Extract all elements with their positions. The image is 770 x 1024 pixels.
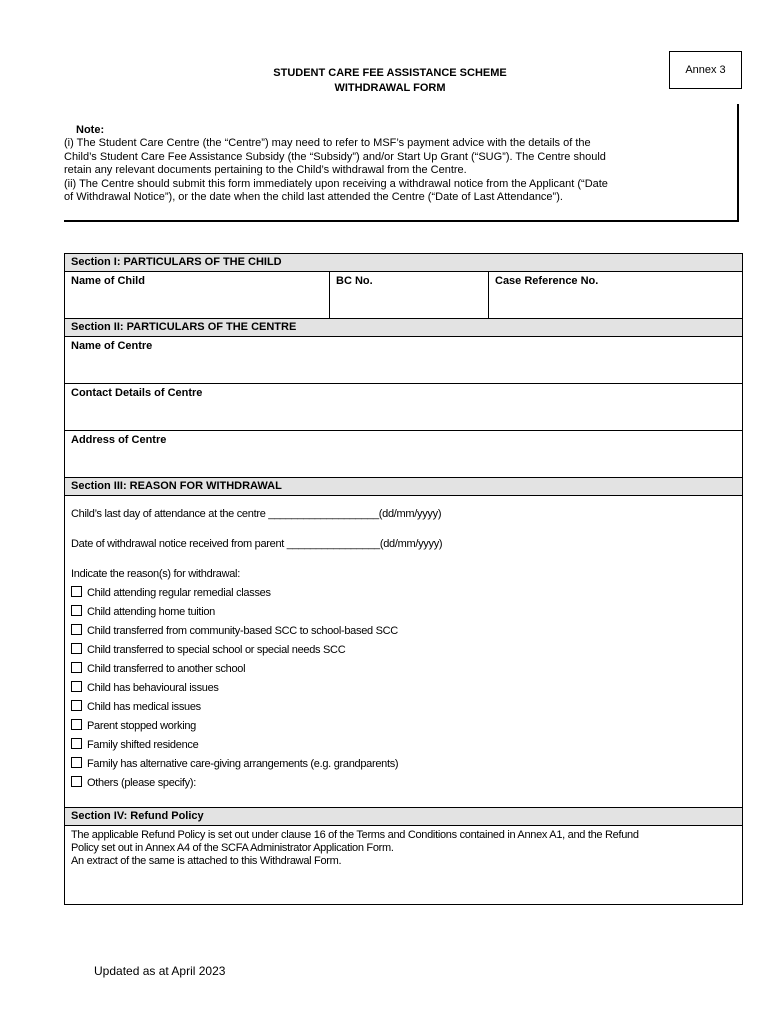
note-line: (ii) The Centre should submit this form immediately upon receiving a withdrawal notice from the Applicant (“Date	[64, 177, 608, 190]
reason-label: Family has alternative care-giving arrangements (e.g. grandparents)	[87, 758, 399, 770]
annex-label: Annex 3	[669, 51, 742, 89]
name-of-centre-field[interactable]: Name of Centre	[65, 337, 743, 384]
checkbox-icon[interactable]	[71, 738, 82, 749]
reason-label: Child transferred to another school	[87, 663, 246, 675]
refund-line-1: The applicable Refund Policy is set out under clause 16 of the Terms and Conditions contained in Annex A1, and the Refund	[71, 829, 639, 841]
refund-line-3: An extract of the same is attached to this Withdrawal Form.	[71, 855, 342, 867]
last-day-of-attendance-field[interactable]: Child’s last day of attendance at the centre ___________________(dd/mm/yyyy)	[71, 508, 442, 520]
note-line: of Withdrawal Notice”), or the date when the child last attended the Centre (“Date of Last Attendance”).	[64, 191, 563, 204]
section-3-header: Section III: REASON FOR WITHDRAWAL	[65, 478, 743, 496]
reason-for-withdrawal-block	[65, 496, 743, 808]
reason-label: Child transferred to special school or special needs SCC	[87, 644, 346, 656]
reason-label: Child has behavioural issues	[87, 682, 219, 694]
reason-option[interactable]	[71, 717, 736, 736]
refund-line-2: Policy set out in Annex A4 of the SCFA Administrator Application Form.	[71, 842, 394, 854]
reason-option[interactable]	[71, 774, 736, 793]
note-block	[64, 124, 734, 204]
section-1-header: Section I: PARTICULARS OF THE CHILD	[65, 254, 743, 272]
case-reference-field[interactable]: Case Reference No.	[489, 272, 743, 319]
reason-label: Child has medical issues	[87, 701, 201, 713]
note-border-right	[737, 104, 739, 222]
withdrawal-form-table	[64, 253, 743, 905]
bc-no-field[interactable]: BC No.	[330, 272, 489, 319]
checkbox-icon[interactable]	[71, 643, 82, 654]
checkbox-icon[interactable]	[71, 776, 82, 787]
checkbox-icon[interactable]	[71, 719, 82, 730]
note-line: (i) The Student Care Centre (the “Centre”) may need to refer to MSF’s payment advice with the details of the	[64, 137, 591, 150]
withdrawal-notice-date-field[interactable]: Date of withdrawal notice received from parent ________________(dd/mm/yyyy)	[71, 538, 443, 550]
reason-option[interactable]	[71, 622, 736, 641]
checkbox-icon[interactable]	[71, 624, 82, 635]
refund-policy-text	[65, 826, 743, 905]
name-of-child-field[interactable]: Name of Child	[65, 272, 330, 319]
reason-option[interactable]	[71, 755, 736, 774]
note-heading: Note:	[76, 124, 105, 136]
footer-updated-date: Updated as at April 2023	[94, 964, 226, 978]
note-line: Child’s Student Care Fee Assistance Subsidy (the “Subsidy”) and/or Start Up Grant (“SUG”). The Centre should	[64, 150, 606, 163]
reason-label: Child transferred from community-based SCC to school-based SCC	[87, 625, 398, 637]
contact-details-field[interactable]: Contact Details of Centre	[65, 384, 743, 431]
checkbox-icon[interactable]	[71, 700, 82, 711]
checkbox-icon[interactable]	[71, 605, 82, 616]
indicate-reasons-label: Indicate the reason(s) for withdrawal:	[71, 568, 240, 580]
reason-option[interactable]	[71, 698, 736, 717]
reason-label: Child attending home tuition	[87, 606, 215, 618]
reason-label: Family shifted residence	[87, 739, 199, 751]
section-2-header: Section II: PARTICULARS OF THE CENTRE	[65, 319, 743, 337]
reason-option[interactable]	[71, 736, 736, 755]
checkbox-icon[interactable]	[71, 681, 82, 692]
reason-label: Others (please specify):	[87, 777, 196, 789]
form-title	[0, 66, 770, 96]
checkbox-icon[interactable]	[71, 757, 82, 768]
checkbox-icon[interactable]	[71, 662, 82, 673]
reason-option[interactable]	[71, 603, 736, 622]
reason-label: Child attending regular remedial classes	[87, 587, 271, 599]
title-line-1: STUDENT CARE FEE ASSISTANCE SCHEME	[273, 67, 507, 79]
section-4-header: Section IV: Refund Policy	[65, 808, 743, 826]
reason-option[interactable]	[71, 660, 736, 679]
reason-label: Parent stopped working	[87, 720, 196, 732]
reason-option[interactable]	[71, 679, 736, 698]
address-of-centre-field[interactable]: Address of Centre	[65, 431, 743, 478]
reason-option[interactable]	[71, 641, 736, 660]
title-line-2: WITHDRAWAL FORM	[334, 82, 446, 94]
note-line: retain any relevant documents pertaining to the Child’s withdrawal from the Centre.	[64, 164, 467, 177]
checkbox-icon[interactable]	[71, 586, 82, 597]
note-border-bottom	[64, 220, 739, 222]
reason-option[interactable]	[71, 584, 736, 603]
